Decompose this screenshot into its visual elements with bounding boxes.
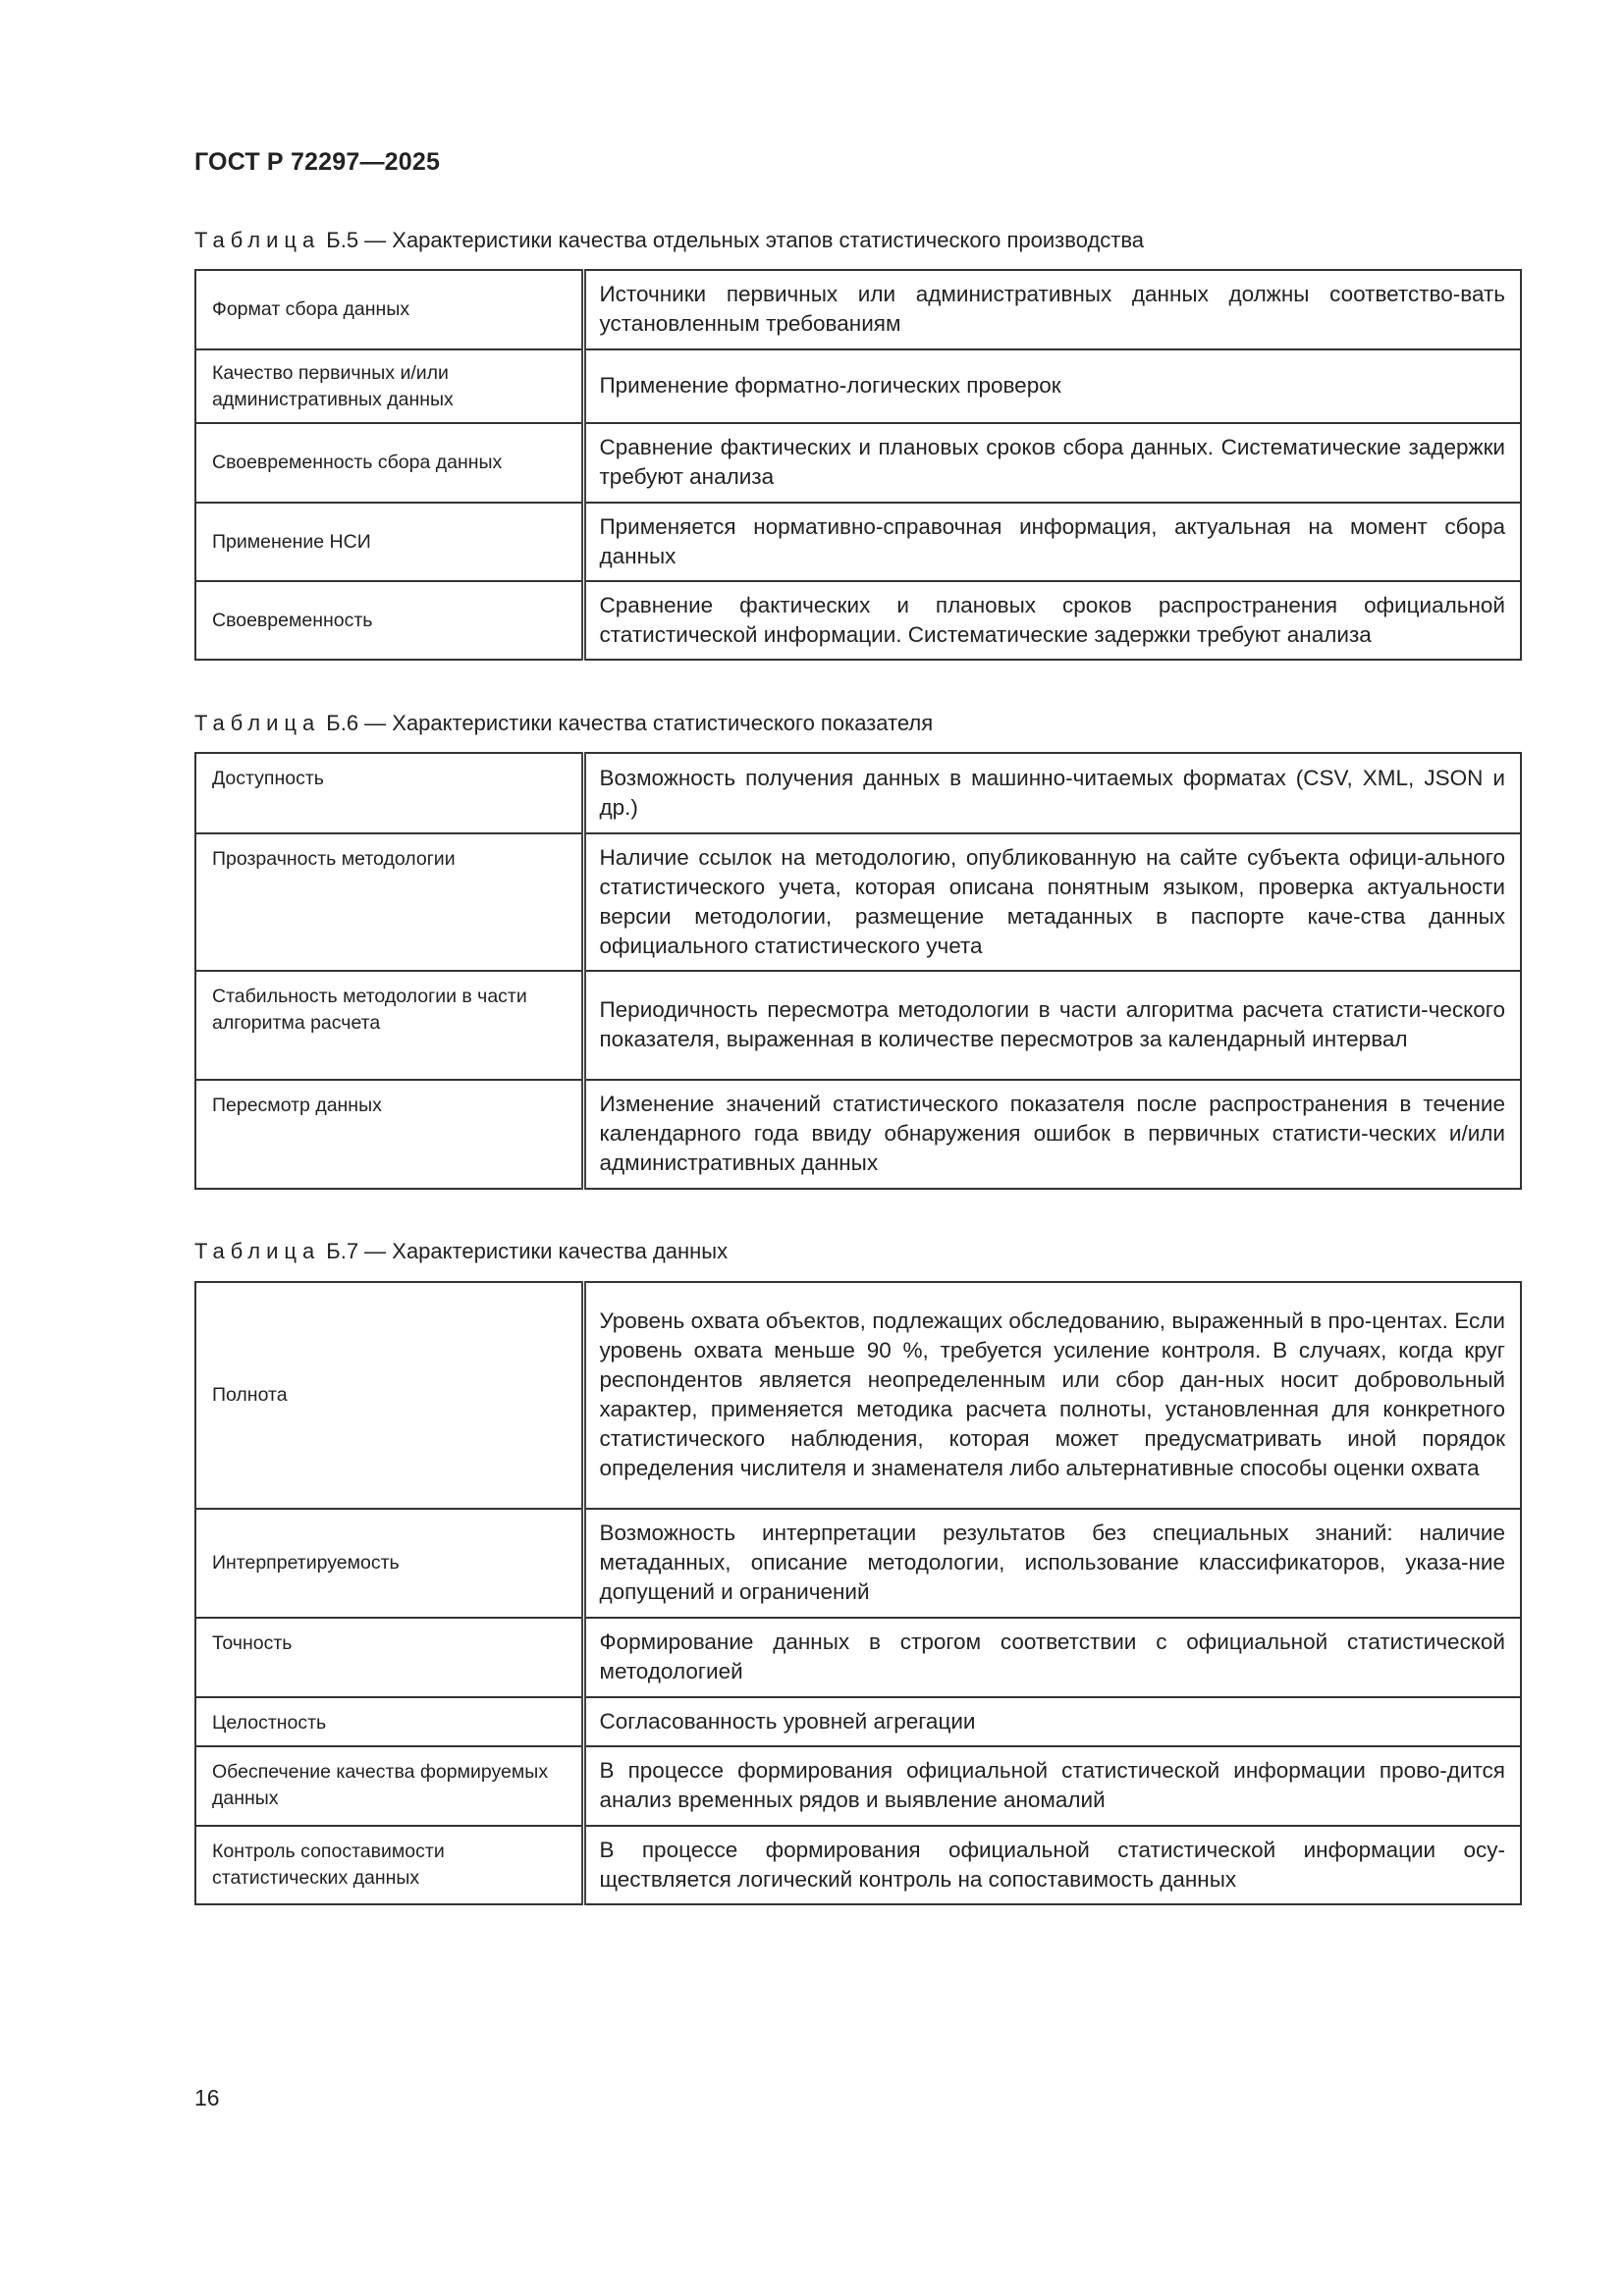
table-b7 xyxy=(194,1281,1522,1905)
row-value: Согласованность уровней агрегации xyxy=(583,1697,1521,1746)
row-value: Наличие ссылок на методологию, опубликованную на сайте субъекта офици-ального статистического учета, которая описана понятным языком, проверка актуальности версии методологии, размещение метаданных в паспорте каче-ства данных официального статистического учета xyxy=(583,833,1521,971)
row-key: Обеспечение качества формируемых данных xyxy=(195,1746,583,1826)
table-row xyxy=(195,1746,1521,1826)
page-number: 16 xyxy=(194,2085,220,2110)
row-value: Уровень охвата объектов, подлежащих обследованию, выраженный в про-центах. Если уровень охвата меньше 90 %, требуется усиление контроля. В случаях, когда круг респондентов является неопределенным или сбор дан-ных носит добровольный характер, применяется методика расчета полноты, установленная для конкретного статистического наблюдения, которая может предусматривать иной порядок определения числителя и знаменателя либо альтернативные способы оценки охвата xyxy=(583,1282,1521,1509)
row-key: Доступность xyxy=(195,753,583,833)
table-row xyxy=(195,1826,1521,1904)
table-row xyxy=(195,971,1521,1080)
table-row xyxy=(195,1080,1521,1189)
row-key: Стабильность методологии в части алгоритма расчета xyxy=(195,971,583,1080)
caption-text: Б.6 — Характеристики качества статистического показателя xyxy=(326,711,934,735)
table-row xyxy=(195,423,1521,503)
row-value: В процессе формирования официальной статистической информации осу-ществляется логический контроль на сопоставимость данных xyxy=(583,1826,1521,1904)
table-row xyxy=(195,753,1521,833)
table-row xyxy=(195,1697,1521,1746)
row-key: Точность xyxy=(195,1618,583,1697)
row-value: Возможность интерпретации результатов без специальных знаний: наличие метаданных, описание методологии, использование классификаторов, указа-ние допущений и ограничений xyxy=(583,1509,1521,1618)
row-key: Применение НСИ xyxy=(195,503,583,581)
row-key: Интерпретируемость xyxy=(195,1509,583,1618)
row-value: Источники первичных или административных данных должны соответство-вать установленным требованиям xyxy=(583,270,1521,349)
table-row xyxy=(195,349,1521,423)
table-b5 xyxy=(194,269,1522,661)
table-row xyxy=(195,581,1521,660)
table-row xyxy=(195,503,1521,581)
row-value: Возможность получения данных в машинно-читаемых форматах (CSV, XML, JSON и др.) xyxy=(583,753,1521,833)
caption-label: Таблица xyxy=(194,228,321,252)
row-value: Периодичность пересмотра методологии в части алгоритма расчета статисти-ческого показателя, выраженная в количестве пересмотров за календарный интервал xyxy=(583,971,1521,1080)
row-value: В процессе формирования официальной статистической информации прово-дится анализ временных рядов и выявление аномалий xyxy=(583,1746,1521,1826)
caption-text: Б.7 — Характеристики качества данных xyxy=(326,1239,729,1263)
row-key: Своевременность сбора данных xyxy=(195,423,583,503)
row-value: Сравнение фактических и плановых сроков сбора данных. Систематические задержки требуют анализа xyxy=(583,423,1521,503)
row-key: Прозрачность методологии xyxy=(195,833,583,971)
row-key: Целостность xyxy=(195,1697,583,1746)
row-key: Качество первичных и/или административных данных xyxy=(195,349,583,423)
document-code: ГОСТ Р 72297—2025 xyxy=(194,148,441,176)
table-b7-caption xyxy=(194,1239,728,1264)
row-value: Формирование данных в строгом соответствии с официальной статистической методологией xyxy=(583,1618,1521,1697)
table-b5-caption xyxy=(194,228,1144,253)
table-row xyxy=(195,270,1521,349)
table-row xyxy=(195,1618,1521,1697)
row-key: Формат сбора данных xyxy=(195,270,583,349)
table-row xyxy=(195,833,1521,971)
table-row xyxy=(195,1282,1521,1509)
caption-label: Таблица xyxy=(194,1239,321,1263)
row-value: Применение форматно-логических проверок xyxy=(583,349,1521,423)
caption-label: Таблица xyxy=(194,711,321,735)
table-b6 xyxy=(194,752,1522,1190)
row-key: Своевременность xyxy=(195,581,583,660)
row-value: Применяется нормативно-справочная информация, актуальная на момент сбора данных xyxy=(583,503,1521,581)
row-value: Сравнение фактических и плановых сроков распространения официальной статистической информации. Систематические задержки требуют анализа xyxy=(583,581,1521,660)
row-key: Контроль сопоставимости статистических данных xyxy=(195,1826,583,1904)
row-key: Пересмотр данных xyxy=(195,1080,583,1189)
table-row xyxy=(195,1509,1521,1618)
caption-text: Б.5 — Характеристики качества отдельных этапов статистического производства xyxy=(326,228,1145,252)
row-value: Изменение значений статистического показателя после распространения в течение календарного года ввиду обнаружения ошибок в первичных статисти-ческих и/или административных данных xyxy=(583,1080,1521,1189)
row-key: Полнота xyxy=(195,1282,583,1509)
table-b6-caption xyxy=(194,711,933,736)
